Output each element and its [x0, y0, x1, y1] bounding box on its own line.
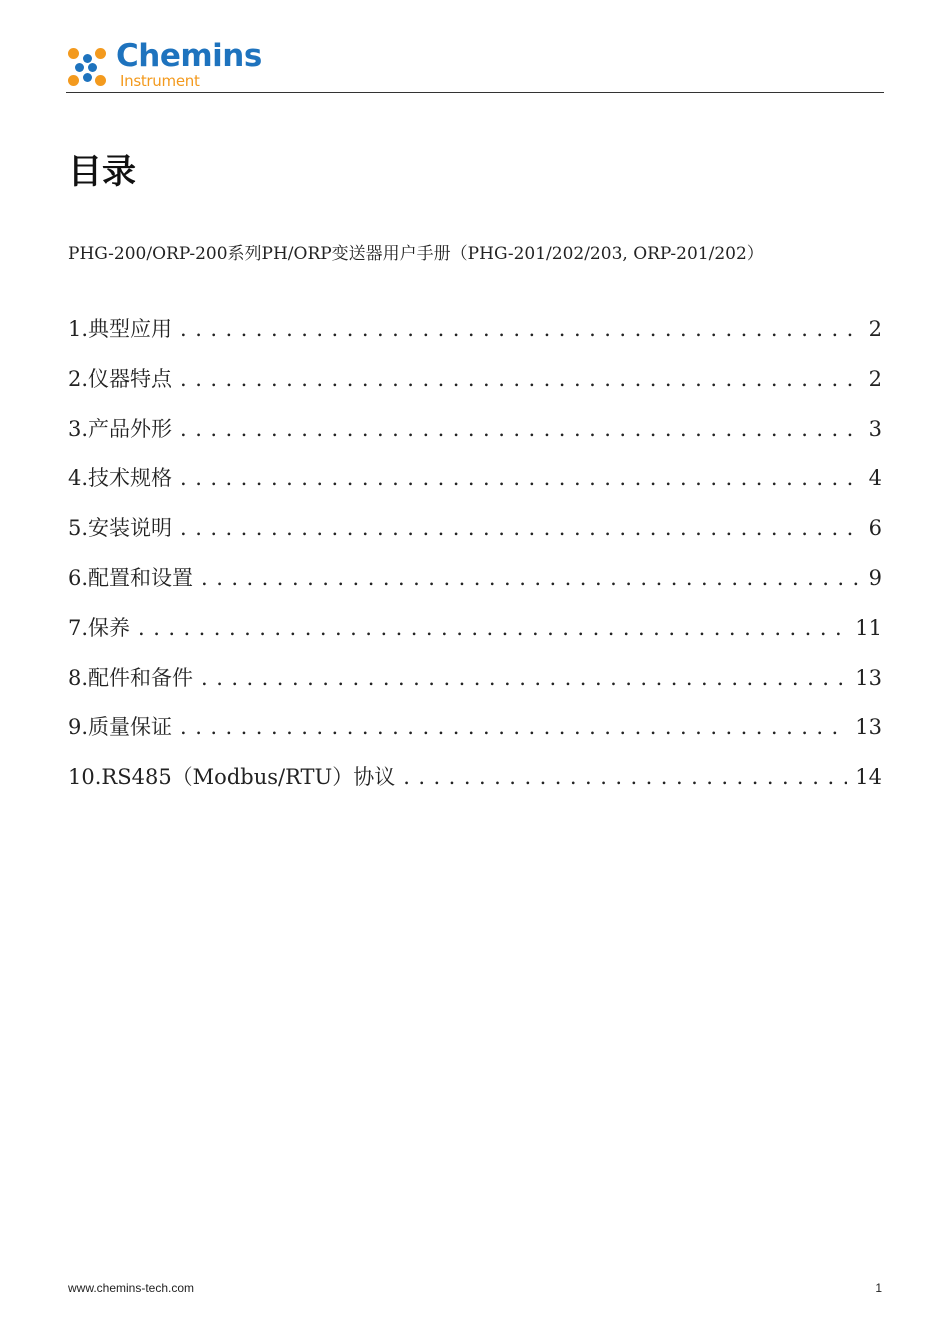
page-header: [66, 40, 884, 93]
logo-subtext: Instrument: [120, 72, 200, 90]
toc-dot-leader: [180, 365, 861, 393]
document-subtitle: PHG-200/ORP-200系列PH/ORP变送器用户手册（PHG-201/202/203, ORP-201/202）: [68, 244, 764, 264]
toc-entry-label: 10.RS485（Modbus/RTU）协议: [68, 765, 396, 790]
company-logo: [66, 38, 296, 90]
page-title: 目录: [68, 152, 136, 192]
toc-entry-label: 2.仪器特点: [68, 366, 173, 391]
toc-entry[interactable]: [68, 614, 882, 664]
table-of-contents: [68, 315, 882, 813]
toc-entry-page: 4: [868, 466, 882, 491]
toc-entry-page: 13: [855, 665, 882, 690]
toc-dot-leader: [201, 564, 861, 592]
toc-entry-page: 6: [868, 516, 882, 541]
toc-entry-label: 5.安装说明: [68, 516, 173, 541]
toc-entry-page: 14: [855, 765, 882, 790]
toc-entry[interactable]: [68, 365, 882, 415]
toc-entry-label: 8.配件和备件: [68, 665, 194, 690]
toc-entry-label: 1.典型应用: [68, 317, 173, 341]
toc-entry-label: 6.配置和设置: [68, 565, 194, 590]
toc-entry-page: 2: [868, 366, 882, 391]
logo-dots-icon: [66, 46, 114, 90]
toc-dot-leader: [180, 713, 847, 741]
toc-dot-leader: [180, 464, 861, 492]
toc-dot-leader: [180, 514, 861, 542]
toc-entry[interactable]: [68, 763, 882, 813]
toc-entry[interactable]: [68, 713, 882, 763]
footer-website: www.chemins-tech.com: [68, 1281, 195, 1295]
footer-page-number: 1: [875, 1281, 882, 1295]
toc-dot-leader: [180, 315, 861, 343]
toc-entry[interactable]: [68, 315, 882, 365]
toc-entry-page: 13: [855, 715, 882, 740]
toc-entry[interactable]: [68, 664, 882, 714]
toc-entry-label: 7.保养: [68, 615, 131, 640]
toc-entry-page: 11: [855, 615, 882, 640]
toc-entry-page: 2: [868, 317, 882, 341]
toc-dot-leader: [180, 415, 861, 443]
toc-entry-label: 4.技术规格: [68, 466, 173, 491]
toc-entry[interactable]: [68, 564, 882, 614]
toc-entry[interactable]: [68, 415, 882, 465]
logo-wordmark: Chemins: [116, 38, 262, 74]
toc-dot-leader: [201, 664, 847, 692]
toc-entry-label: 3.产品外形: [68, 416, 173, 441]
toc-dot-leader: [403, 763, 847, 791]
toc-entry-page: 9: [868, 565, 882, 590]
toc-entry[interactable]: [68, 464, 882, 514]
toc-dot-leader: [138, 614, 847, 642]
toc-entry-label: 9.质量保证: [68, 715, 173, 740]
toc-entry[interactable]: [68, 514, 882, 564]
toc-entry-page: 3: [868, 416, 882, 441]
